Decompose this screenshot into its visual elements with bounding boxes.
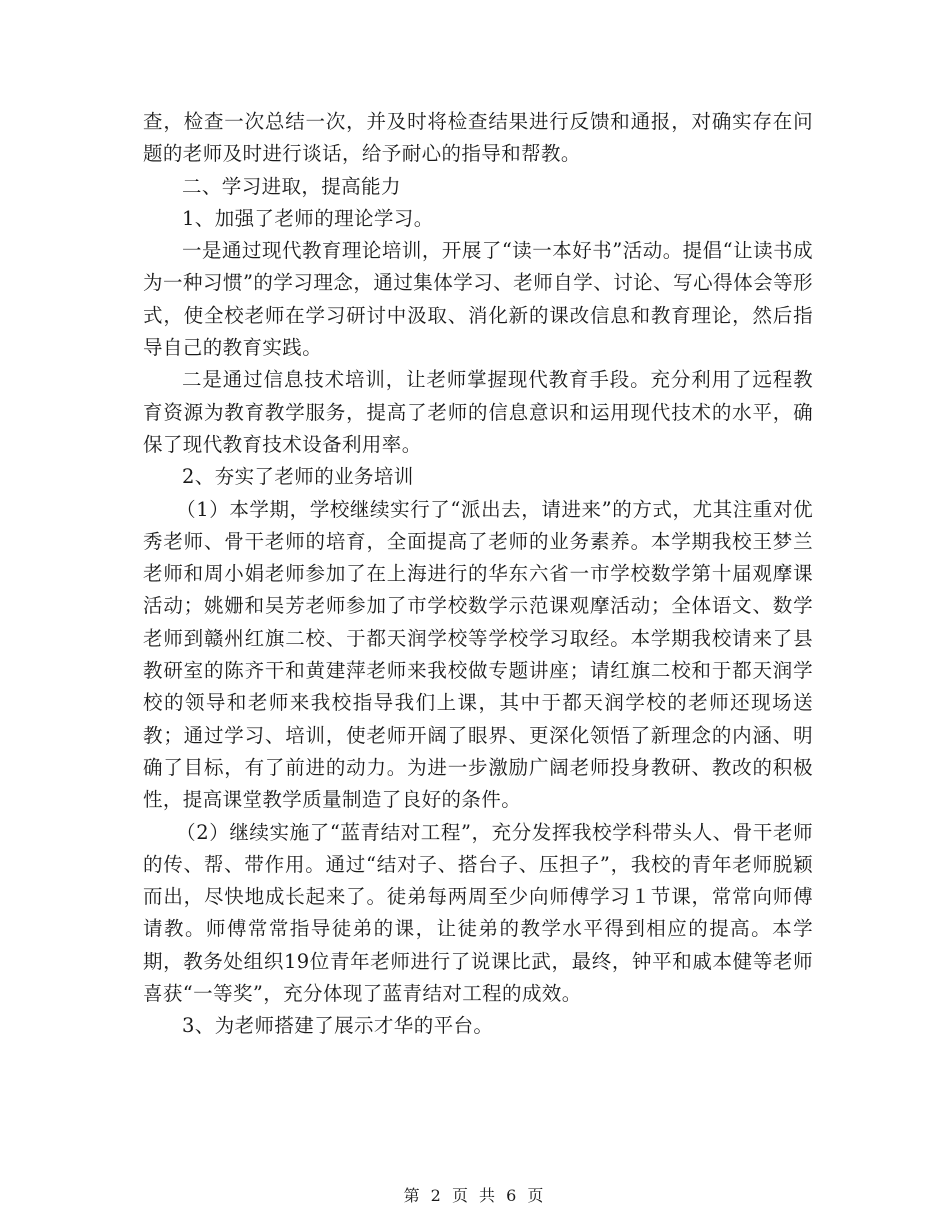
paragraph-send-out-invite-in: （1）本学期，学校继续实行了“派出去，请进来”的方式，尤其注重对优秀老师、骨干老师的培育，全面提高了老师的业务素养。本学期我校王梦兰老师和周小娟老师参加了在上海进行的华东六省一市学校数学第十届观摩课活动；姚姗和吴芳老师参加了市学校数学示范课观摩活动；全体语文、数学老师到赣州红旗二校、于都天润学校等学校学习取经。本学期我校请来了县教研室的陈齐干和黄建萍老师来我校做专题讲座；请红旗二校和于都天润学校的领导和老师来我校指导我们上课，其中于都天润学校的老师还现场送教；通过学习、培训，使老师开阔了眼界、更深化领悟了新理念的内涵、明确了目标，有了前进的动力。为进一步激励广阔老师投身教研、教改的积极性，提高课堂教学质量制造了良好的条件。 bbox=[143, 497, 813, 812]
subheading-theory-study: 1、加强了老师的理论学习。 bbox=[182, 206, 434, 230]
page-number-footer: 第 2 页 共 6 页 bbox=[403, 1186, 547, 1205]
subheading-showcase-platform: 3、为老师搭建了展示才华的平台。 bbox=[182, 1014, 494, 1038]
subheading-professional-training: 2、夯实了老师的业务培训 bbox=[182, 465, 414, 489]
section-heading-learning: 二、学习进取，提高能力 bbox=[182, 174, 401, 198]
paragraph-inspection-feedback: 查，检查一次总结一次，并及时将检查结果进行反馈和通报，对确实存在问题的老师及时进行谈话，给予耐心的指导和帮教。 bbox=[143, 110, 813, 166]
paragraph-reading-activity: 一是通过现代教育理论培训，开展了“读一本好书”活动。提倡“让读书成为一种习惯”的学习理念，通过集体学习、老师自学、讨论、写心得体会等形式，使全校老师在学习研讨中汲取、消化新的课改信息和教育理论，然后指导自己的教育实践。 bbox=[143, 239, 813, 360]
paragraph-mentoring-project: （2）继续实施了“蓝青结对工程”，充分发挥我校学科带头人、骨干老师的传、帮、带作用。通过“结对子、搭台子、压担子”，我校的青年老师脱颖而出，尽快地成长起来了。徒弟每两周至少向师傅学习１节课，常常向师傅请教。师傅常常指导徒弟的课，让徒弟的教学水平得到相应的提高。本学期，教务处组织19位青年老师进行了说课比武，最终，钟平和戚本健等老师喜获“一等奖”，充分体现了蓝青结对工程的成效。 bbox=[143, 820, 813, 1006]
document-body bbox=[143, 106, 813, 1043]
paragraph-it-training: 二是通过信息技术培训，让老师掌握现代教育手段。充分利用了远程教育资源为教育教学服务，提高了老师的信息意识和运用现代技术的水平，确保了现代教育技术设备利用率。 bbox=[143, 368, 813, 456]
